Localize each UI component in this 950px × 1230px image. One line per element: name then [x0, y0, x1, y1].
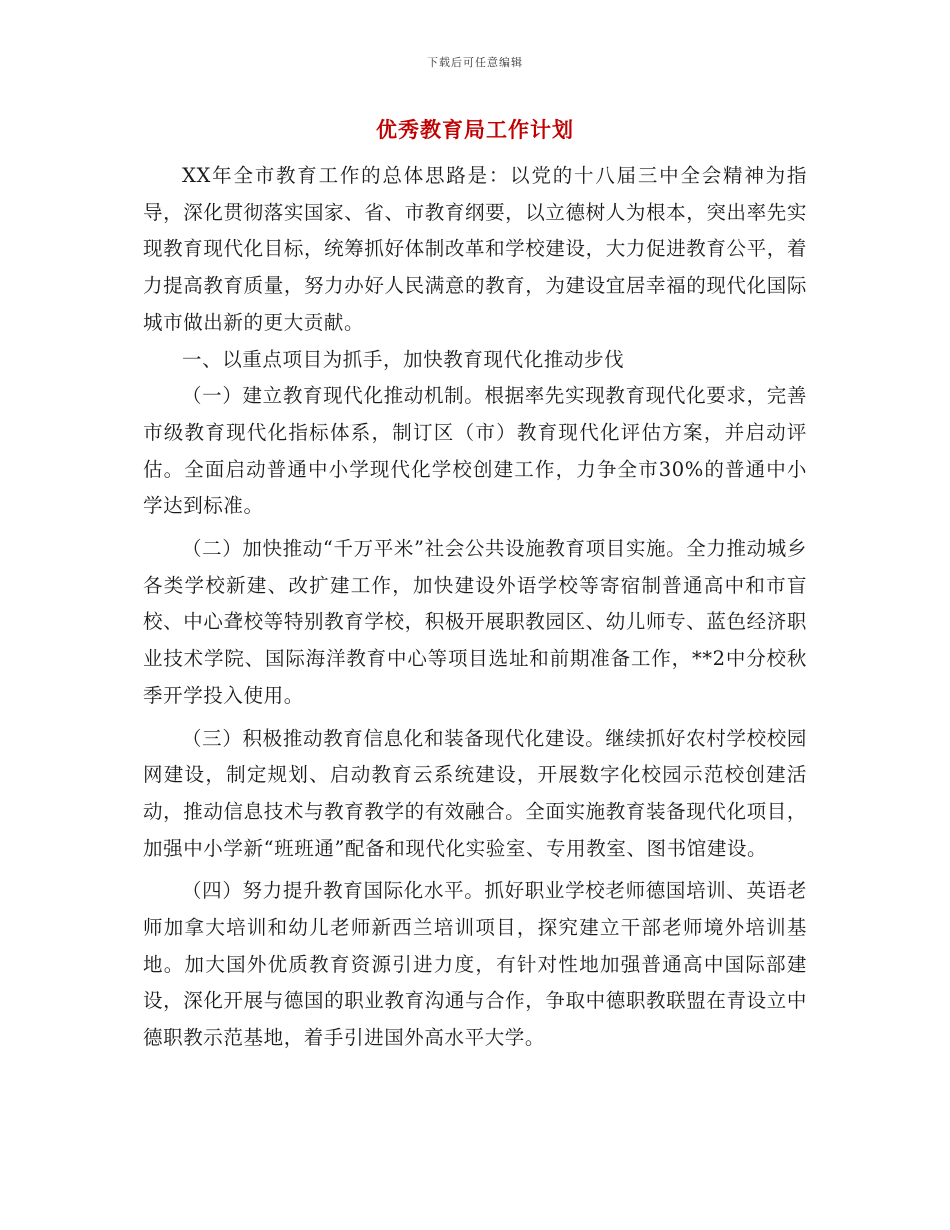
header-note: 下载后可任意编辑 — [427, 56, 523, 69]
paragraph-item-1: （一）建立教育现代化推动机制。根据率先实现教育现代化要求，完善市级教育现代化指标体系，制订区（市）教育现代化评估方案，并启动评估。全面启动普通中小学现代化学校创建工作，力争全市30%的普通中小学达到标准。 — [143, 384, 807, 518]
paragraph-item-4: （四）努力提升教育国际化水平。抓好职业学校老师德国培训、英语老师加拿大培训和幼儿老师新西兰培训项目，探究建立干部老师境外培训基地。加大国外优质教育资源引进力度，有针对性地加强普通高中国际部建设，深化开展与德国的职业教育沟通与合作，争取中德职教联盟在青设立中德职教示范基地，着手引进国外高水平大学。 — [143, 879, 807, 1050]
document-body — [143, 158, 807, 1057]
paragraph-item-2: （二）加快推动“千万平米”社会公共设施教育项目实施。全力推动城乡各类学校新建、改扩建工作，加快建设外语学校等寄宿制普通高中和市盲校、中心聋校等特别教育学校，积极开展职教园区、幼儿师专、蓝色经济职业技术学院、国际海洋教育中心等项目选址和前期准备工作，**2中分校秋季开学投入使用。 — [143, 537, 807, 707]
paragraph-item-3: （三）积极推动教育信息化和装备现代化建设。继续抓好农村学校校园网建设，制定规划、启动教育云系统建设，开展数字化校园示范校创建活动，推动信息技术与教育教学的有效融合。全面实施教育装备现代化项目，加强中小学新“班班通”配备和现代化实验室、专用教室、图书馆建设。 — [143, 726, 807, 860]
paragraph-intro: XX年全市教育工作的总体思路是：以党的十八届三中全会精神为指导，深化贯彻落实国家、省、市教育纲要，以立德树人为根本，突出率先实现教育现代化目标，统筹抓好体制改革和学校建设，大力促进教育公平，着力提高教育质量，努力办好人民满意的教育，为建设宜居幸福的现代化国际城市做出新的更大贡献。 — [143, 164, 807, 334]
document-title: 优秀教育局工作计划 — [376, 117, 574, 142]
section-heading-1: 一、以重点项目为抓手，加快教育现代化推动步伐 — [182, 347, 625, 371]
